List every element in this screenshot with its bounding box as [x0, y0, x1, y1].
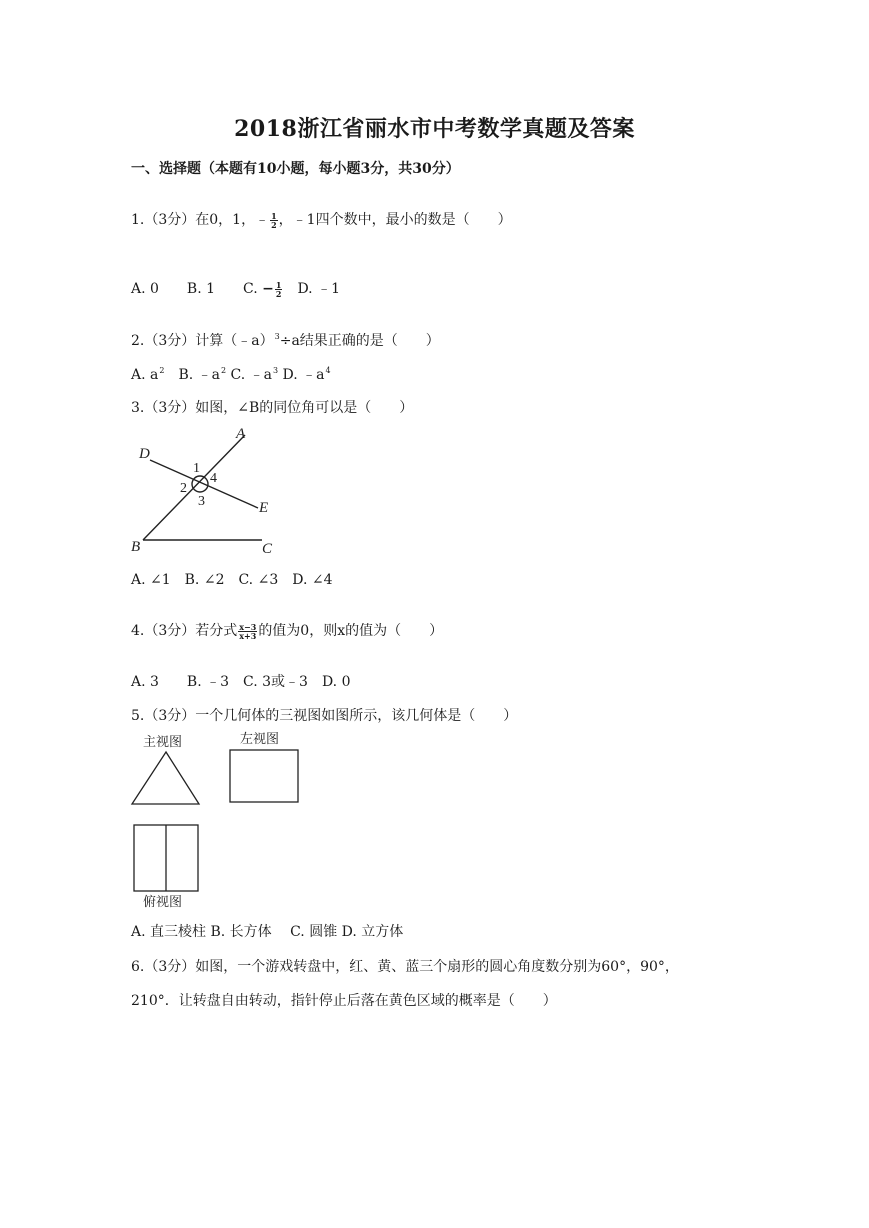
- label-4: 4: [210, 471, 217, 486]
- question-6-line2: 210°．让转盘自由转动，指针停止后落在黄色区域的概率是（ ）: [131, 993, 557, 1009]
- question-3-stem: 3.（3分）如图，∠B的同位角可以是（ ）: [131, 400, 414, 416]
- label-3: 3: [198, 494, 205, 509]
- front-view-label: 主视图: [143, 735, 183, 750]
- question-1-options: A. 0 B. 1 C. − $\frac{1}{2}$ D. ﹣1: [131, 279, 340, 299]
- section-heading: 一、选择题（本题有10小题，每小题3分，共30分）: [131, 161, 460, 177]
- question-6-line1: 6.（3分）如图，一个游戏转盘中，红、黄、蓝三个扇形的圆心角度数分别为60°，90°，: [131, 959, 679, 975]
- question-4-stem: 4.（3分）若分式 $\frac{x-3}{x+3}$ 的值为0，则x的值为（ ）: [131, 621, 444, 641]
- label-C: C: [262, 541, 273, 557]
- question-5-options: A. 直三棱柱 B. 长方体 C. 圆锥 D. 立方体: [131, 924, 404, 940]
- left-view-rectangle: [230, 750, 298, 802]
- label-B: B: [131, 539, 141, 555]
- question-5-stem: 5.（3分）一个几何体的三视图如图所示，该几何体是（ ）: [131, 708, 518, 724]
- question-4-options: A. 3 B. ﹣3 C. 3或﹣3 D. 0: [131, 674, 351, 690]
- question-1-stem: 1.（3分）在0，1，﹣ $\frac{1}{2}$ ，﹣1四个数中，最小的数是（ ）: [131, 210, 512, 230]
- left-view-label: 左视图: [240, 732, 280, 747]
- label-E: E: [259, 500, 269, 516]
- front-view-triangle: [132, 752, 199, 804]
- label-D: D: [139, 446, 150, 462]
- page-title: 2018浙江省丽水市中考数学真题及答案: [234, 116, 635, 142]
- fraction: $\frac{1}{2}$: [271, 210, 277, 230]
- question-3-options: A. ∠1 B. ∠2 C. ∠3 D. ∠4: [131, 572, 333, 588]
- fraction: $\frac{x-3}{x+3}$: [239, 621, 257, 641]
- label-2: 2: [180, 481, 187, 496]
- question-2-options: A. $a^2$ B. $﹣a^2$ C. $﹣a^3$ D. $﹣a^4$: [131, 366, 331, 383]
- question-2-stem: 2.（3分）计算（﹣a）$^3$÷a结果正确的是（ ）: [131, 332, 440, 349]
- fraction: $\frac{1}{2}$: [275, 279, 282, 299]
- top-view-label: 俯视图: [143, 895, 183, 910]
- label-A: A: [236, 426, 246, 442]
- label-1: 1: [193, 461, 200, 476]
